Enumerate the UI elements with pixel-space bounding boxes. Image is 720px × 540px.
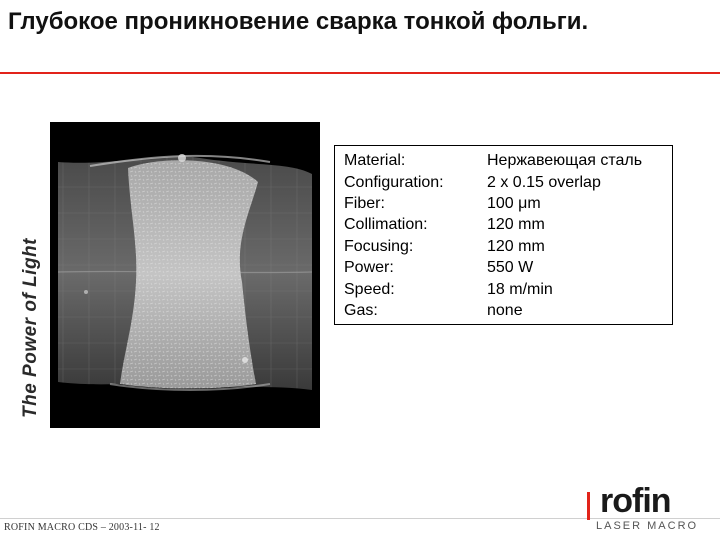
param-label: Power:: [344, 259, 394, 276]
param-label: Fiber:: [344, 195, 385, 212]
logo-red-bar: [587, 492, 590, 520]
param-value: Нержавеющая сталь: [487, 152, 643, 169]
param-value: 550 W: [487, 259, 534, 276]
param-value: 120 mm: [487, 216, 545, 233]
param-value: 100 μm: [487, 195, 541, 212]
logo-subtitle: LASER MACRO: [596, 520, 699, 532]
param-label: Material:: [344, 152, 406, 169]
weld-cross-section-picture: [50, 122, 320, 428]
param-value: 18 m/min: [487, 281, 553, 298]
param-label: Gas:: [344, 302, 378, 319]
param-label: Configuration:: [344, 174, 444, 191]
weld-micrograph-image: [50, 122, 320, 428]
weld-parameters-box: [334, 145, 673, 325]
slide-title: Глубокое проникновение сварка тонкой фольги.: [8, 8, 589, 35]
title-divider: [0, 72, 720, 74]
param-label: Collimation:: [344, 216, 428, 233]
param-value: none: [487, 302, 523, 319]
param-label: Focusing:: [344, 238, 414, 255]
param-value: 2 x 0.15 overlap: [487, 174, 601, 191]
param-label: Speed:: [344, 281, 395, 298]
param-value: 120 mm: [487, 238, 545, 255]
rofin-logo: [592, 482, 712, 532]
vertical-tagline: The Power of Light: [20, 238, 41, 418]
footer-text: ROFIN MACRO CDS – 2003-11- 12: [4, 522, 160, 533]
logo-wordmark: rofin: [600, 482, 671, 520]
